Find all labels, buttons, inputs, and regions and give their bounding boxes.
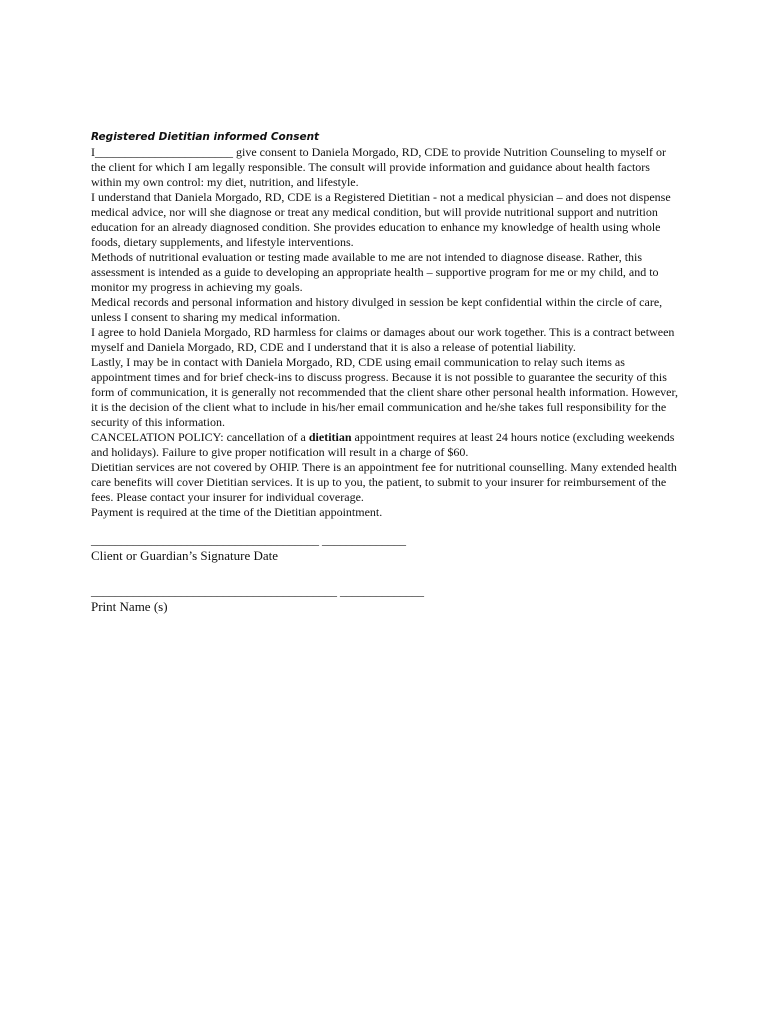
liability-release-paragraph: I agree to hold Daniela Morgado, RD harmless for claims or damages about our work together. This is a contract between myself and Daniela Morgado, RD, CDE and I understand that it is also a release of potential liability.	[91, 325, 675, 354]
confidentiality-paragraph: Medical records and personal information and history divulged in session be kept confidential within the circle of care, unless I consent to sharing my medical information.	[91, 295, 663, 324]
cancelation-policy-paragraph	[91, 430, 681, 460]
email-communication-paragraph: Lastly, I may be in contact with Daniela Morgado, RD, CDE using email communication to relay such items as appointment times and for brief check-ins to discuss progress. Because it is not possible to guarantee the security of this form of communication, it is generally not recommended that the client share other personal health information. However, it is the decision of the client what to include in his/her email communication and he/she takes full responsibility for the security of this information.	[91, 355, 678, 429]
cancelation-policy-text-end: appointment requires at least 24 hours notice (excluding weekends and holidays). Failure to give proper notification will result in a charge of $60.	[91, 430, 675, 459]
print-name-line[interactable]: _________________________________________ ______________	[91, 584, 424, 598]
print-name-label: Print Name (s)	[91, 599, 168, 614]
cancelation-policy-bold-word: dietitian	[308, 430, 352, 444]
dietitian-role-paragraph: I understand that Daniela Morgado, RD, CDE is a Registered Dietitian - not a medical physician – and does not dispense medical advice, nor will she diagnose or treat any medical condition, but will provide nutritional support and nutrition education for an already diagnosed condition. She provides education to enhance my knowledge of health using whole foods, dietary supplements, and lifestyle interventions.	[91, 190, 671, 249]
evaluation-methods-paragraph: Methods of nutritional evaluation or testing made available to me are not intended to diagnose disease. Rather, this assessment is intended as a guide to developing an appropriate health – supportive program for me or my child, and to monitor my progress in achieving my goals.	[91, 250, 659, 294]
payment-paragraph: Payment is required at the time of the Dietitian appointment.	[91, 505, 383, 519]
cancelation-policy-text-start: CANCELATION POLICY: cancellation of a	[91, 430, 309, 444]
consent-form-body	[91, 130, 681, 615]
consent-statement: I_______________________ give consent to Daniela Morgado, RD, CDE to provide Nutrition Counseling to myself or the client for which I am legally responsible. The consult will provide information and guidance about health factors within my own control: my diet, nutrition, and lifestyle.	[91, 145, 667, 189]
signature-date-label: Client or Guardian’s Signature Date	[91, 548, 279, 563]
ohip-coverage-paragraph: Dietitian services are not covered by OHIP. There is an appointment fee for nutritional counselling. Many extended health care benefits will cover Dietitian services. It is up to you, the patient, to submit to your insurer for reimbursement of the fees. Please contact your insurer for individual coverage.	[91, 460, 677, 504]
signature-section	[91, 533, 681, 615]
document-title: Registered Dietitian informed Consent	[91, 131, 320, 143]
signature-line[interactable]: ______________________________________ ______________	[91, 533, 406, 547]
